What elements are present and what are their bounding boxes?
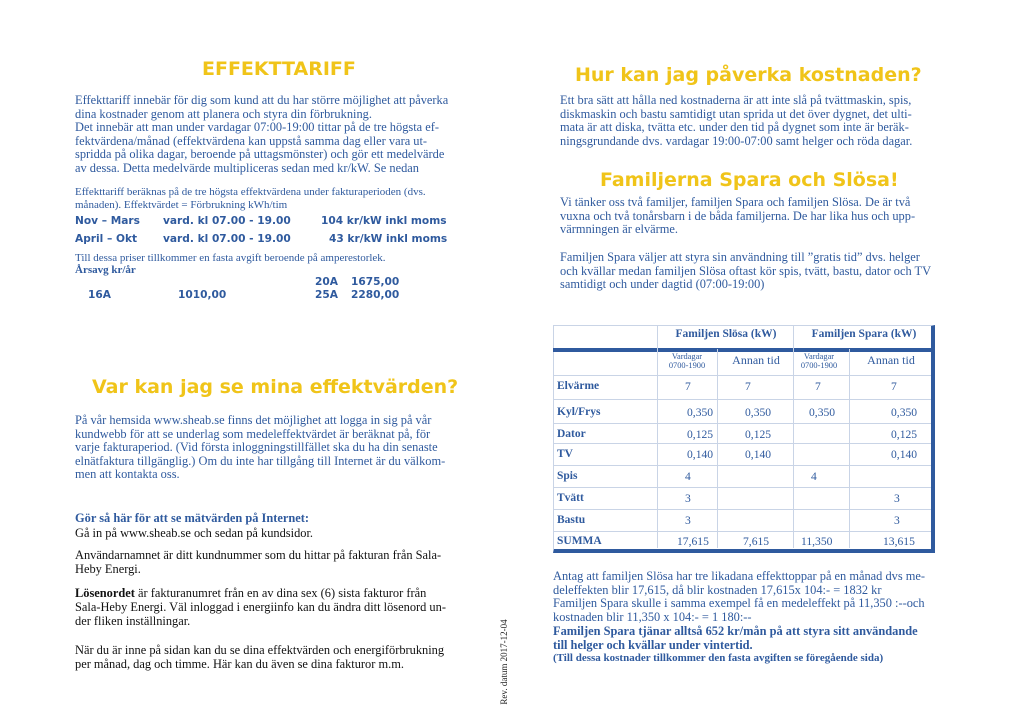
text-line (75, 586, 515, 600)
username-paragraph (75, 548, 515, 576)
row-label: Spis (557, 470, 578, 482)
cell-value: 7 (815, 380, 821, 393)
tariff-price: 43 kr/kW inkl moms (329, 233, 448, 245)
text-line: varje fakturaperiod. (Vid första inloggningstillfället ska du ha din senaste (75, 440, 438, 455)
revision-date: Rev. datum 2017-12-04 (499, 619, 509, 705)
password-text: är fakturanumret från en av dina sex (6) sista fakturor från (134, 586, 427, 600)
cell-value: 0,140 (745, 448, 772, 461)
tips-paragraph (560, 94, 980, 148)
intro-paragraph (75, 94, 515, 176)
text-line: Sala-Heby Energi. Väl inloggad i energiinfo kan du ändra ditt lösenord un- (75, 600, 446, 614)
cell-value: 0,350 (745, 406, 772, 419)
tariff-period: April – Okt (75, 233, 138, 245)
text-line: kundwebb för att se underlag som medeleffektvärdet är beräknat på, för (75, 426, 431, 441)
cell-value: 11,350 (801, 535, 833, 548)
row-label: Kyl/Frys (557, 406, 601, 418)
row-label: Dator (557, 428, 586, 440)
table-row (553, 492, 935, 510)
text-line: Heby Energi. (75, 562, 141, 576)
text-line: der fliken inställningar. (75, 614, 191, 628)
text-line: vuxna och två tonårsbarn i de båda familjerna. De har lika hus och upp- (560, 208, 916, 223)
table-row (553, 406, 935, 424)
table-row (553, 535, 935, 553)
text-line: Familjen Spara skulle i samma exempel få en medeleffekt på 11,350 :--och (553, 596, 925, 611)
cell-value: 0,140 (687, 448, 714, 461)
calc-note (75, 186, 515, 212)
header-separator (553, 348, 931, 352)
fee-amp: 20A (315, 276, 338, 288)
paverka-heading: Hur kan jag påverka kostnaden? (575, 64, 922, 86)
header-spara: Familjen Spara (kW) (811, 328, 917, 340)
text-line: men att kontakta oss. (75, 467, 180, 482)
text-line: Effekttariff beräknas på de tre högsta effektvärdena under fakturaperioden (dvs. (75, 186, 426, 198)
cell-value: 3 (894, 492, 900, 505)
consumption-table (553, 325, 935, 554)
text-line: Det innebär att man under vardagar 07:00-19:00 tittar på de tre högsta ef- (75, 120, 440, 135)
subheader-other-time: Annan tid (732, 353, 780, 367)
row-label: TV (557, 448, 573, 460)
family2-paragraph (560, 251, 980, 292)
row-label: SUMMA (557, 535, 602, 547)
text-line: deleffekten blir 17,615, då blir kostnaden 17,615x 104:- = 1832 kr (553, 582, 882, 597)
text-line: värmningen är elvärme. (560, 222, 679, 237)
subheader-weekday: Vardagar 0700-1900 (668, 352, 706, 370)
fee-title: Årsavg kr/år (75, 264, 136, 276)
row-label: Tvätt (557, 492, 584, 504)
example-paragraph (553, 570, 993, 624)
tariff-row (75, 233, 495, 251)
text-line: kostnaden blir 11,350 x 104:- = 1 180:-- (553, 609, 752, 624)
text-line: Effekttariff innebär för dig som kund att du har större möjlighet att påverka (75, 93, 449, 107)
text-line: Vi tänker oss två familjer, familjen Spara och familjen Slösa. De är två (560, 195, 911, 209)
tariff-price: 104 kr/kW inkl moms (321, 215, 447, 227)
row-label: Bastu (557, 514, 586, 526)
cell-value: 7,615 (743, 535, 770, 548)
cell-value: 13,615 (883, 535, 915, 548)
fee-list (75, 276, 495, 306)
subheader-weekday: Vardagar 0700-1900 (800, 352, 838, 370)
cell-value: 17,615 (677, 535, 709, 548)
cell-value: 4 (811, 470, 817, 483)
table-row (553, 428, 935, 446)
cell-value: 0,350 (809, 406, 836, 419)
text-line: fektvärdena/månad (effektvärdena kan uppstå samma dag eller vara ut- (75, 133, 428, 148)
text-line: till helger och kvällar under vintertid. (553, 637, 753, 652)
text-line: dina kostnader genom att planera och styra din förbrukning. (75, 106, 372, 121)
table-row (553, 448, 935, 466)
text-line: Användarnamnet är ditt kundnummer som du hittar på fakturan från Sala- (75, 548, 442, 562)
cell-value: 3 (894, 514, 900, 527)
text-line: per månad, dag och timme. Här kan du även se dina fakturor m.m. (75, 657, 404, 671)
cell-value: 0,125 (891, 428, 918, 441)
text-line: elnätfaktura tillgänglig.) Om du inte har tillgång till Internet är du välkom- (75, 453, 446, 468)
text-line: När du är inne på sidan kan du se dina effektvärden och energiförbrukning (75, 643, 445, 657)
tariff-time: vard. kl 07.00 - 19.00 (163, 215, 291, 227)
text-line: spridda på olika dagar, beroende på uttagsmönster) och gör ett medelvärde (75, 147, 445, 162)
header-slosa: Familjen Slösa (kW) (675, 328, 777, 340)
text-line: Familjen Spara tjänar alltså 652 kr/mån på att styra sitt användande (553, 624, 918, 638)
table-row (553, 514, 935, 532)
row-label: Elvärme (557, 380, 600, 392)
tariff-list (75, 215, 495, 255)
subheader-other-time: Annan tid (867, 353, 915, 367)
cell-value: 0,125 (687, 428, 714, 441)
text-line: På vår hemsida www.sheab.se finns det möjlighet att logga in sig på vår (75, 413, 432, 427)
family-paragraph (560, 196, 980, 237)
fee-note: Till dessa priser tillkommer en fasta avgift beroende på amperestorlek. (75, 252, 386, 264)
text-line: samtidigt och under dagtid (07:00-19:00) (560, 277, 765, 292)
cell-value: 3 (685, 514, 691, 527)
cell-value: 7 (891, 380, 897, 393)
table-row (553, 380, 935, 398)
tariff-time: vard. kl 07.00 - 19.00 (163, 233, 291, 245)
password-paragraph (75, 586, 515, 628)
text-line: månaden). Effektvärdet = Förbrukning kWh/tim (75, 199, 288, 211)
cell-value: 0,350 (891, 406, 918, 419)
familjer-heading: Familjerna Spara och Slösa! (600, 169, 899, 191)
fee-price: 1675,00 (351, 276, 400, 288)
cell-value: 0,350 (687, 406, 714, 419)
howto-title: Gör så här för att se mätvärden på Internet: (75, 511, 310, 525)
table-row (553, 470, 935, 488)
password-label: Lösenordet (75, 586, 135, 600)
text-line: och kvällar medan familjen Slösa oftast kör spis, tvätt, bastu, dator och TV (560, 263, 932, 278)
cell-value: 4 (685, 470, 691, 483)
text-line: Ett bra sätt att hålla ned kostnaderna är att inte slå på tvättmaskin, spis, (560, 93, 912, 107)
text-line: Antag att familjen Slösa har tre likadana effekttoppar på en månad dvs me- (553, 569, 926, 583)
effektvarden-heading: Var kan jag se mina effektvärden? (92, 376, 459, 398)
text-line: av dessa. Detta medelvärde multipliceras sedan med kr/kW. Se nedan (75, 160, 419, 175)
fee-price: 1010,00 (178, 289, 227, 301)
cell-value: 7 (745, 380, 751, 393)
text-line: Familjen Spara väljer att styra sin användning till ”gratis tid” dvs. helger (560, 250, 920, 264)
footnote: (Till dessa kostnader tillkommer den fasta avgiften se föregående sida) (553, 652, 884, 664)
cell-value: 0,140 (891, 448, 918, 461)
web-paragraph (75, 414, 515, 482)
tariff-period: Nov – Mars (75, 215, 140, 227)
fee-amp: 25A (315, 289, 338, 301)
cell-value: 7 (685, 380, 691, 393)
tariff-row (75, 215, 495, 233)
fee-price: 2280,00 (351, 289, 400, 301)
text-line: ningsgrundande dvs. vardagar 19:00-07:00 samt helger och röda dagar. (560, 133, 913, 148)
howto-step: Gå in på www.sheab.se och sedan på kundsidor. (75, 526, 314, 540)
fee-amp: 16A (88, 289, 111, 301)
effekttariff-heading: EFFEKTTARIFF (202, 58, 356, 80)
conclusion-paragraph (553, 625, 993, 652)
text-line: diskmaskin och bastu samtidigt utan sprida ut det över dygnet, det ulti- (560, 106, 912, 121)
cell-value: 0,125 (745, 428, 772, 441)
final-paragraph (75, 643, 515, 671)
cell-value: 3 (685, 492, 691, 505)
text-line: mata är att diska, tvätta etc. under den tid på dygnet som inte är beräk- (560, 120, 909, 135)
